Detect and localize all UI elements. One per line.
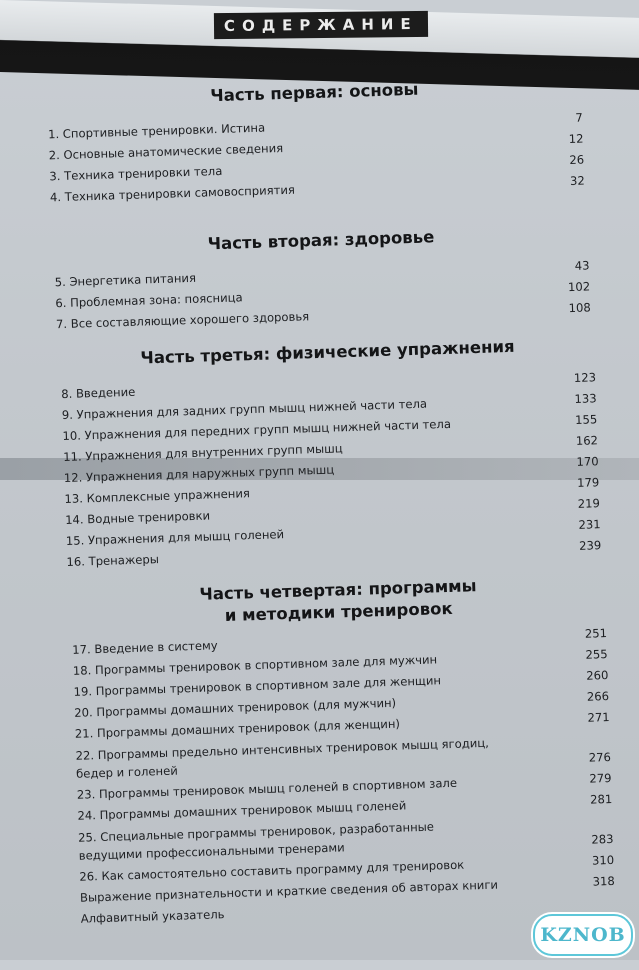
entry-page: 133	[574, 391, 597, 406]
entry-text: 18. Программы тренировок в спортивном зале для мужчин	[72, 652, 438, 678]
page-header-title: СОДЕРЖАНИЕ	[214, 11, 428, 39]
part-title-line-2: и методики тренировок	[224, 598, 453, 626]
entry-text: 9. Упражнения для задних групп мышц нижней части тела	[61, 396, 428, 423]
entry-page: 179	[576, 475, 600, 490]
part-title-line-1: Часть четвертая: программы	[199, 576, 477, 604]
entry-text: 24. Программы домашних тренировок мышц голеней	[77, 798, 407, 823]
entry-text: 16. Тренажеры	[66, 552, 160, 569]
entry-page: 32	[569, 173, 586, 188]
entry-text: 25. Специальные программы тренировок, разработанные ведущими профессиональными тренерами	[77, 819, 435, 863]
entry-page: 12	[568, 131, 584, 147]
part-1	[47, 74, 585, 209]
entry-text: Алфавитный указатель	[80, 907, 225, 926]
entry-page: 283	[591, 831, 614, 847]
part-title: Часть вторая: здоровье	[207, 227, 435, 254]
part-title: Часть первая: основы	[210, 79, 419, 106]
entry-text: 7. Все составляющие хорошего здоровья	[55, 309, 310, 332]
entry-page: 271	[587, 710, 610, 725]
entry-page: 318	[592, 873, 616, 889]
entry-text: Выражение признательности и краткие сведения об авторах книги	[79, 877, 499, 905]
entry-text: 14. Водные тренировки	[64, 508, 211, 528]
entry-text: 6. Проблемная зона: поясница	[55, 290, 243, 311]
entry-page: 310	[591, 852, 615, 868]
entry-page: 43	[574, 258, 590, 273]
entry-page: 251	[584, 626, 608, 641]
entry-text: 23. Программы тренировок мышц голеней в спортивном зале	[76, 775, 458, 802]
entry-text: 11. Упражнения для внутренних групп мышц	[62, 441, 343, 465]
table-of-contents	[0, 70, 639, 970]
entry-page: 266	[586, 689, 610, 704]
entry-text: 17. Введение в систему	[72, 638, 218, 657]
entry-page: 108	[568, 300, 591, 316]
part-2	[53, 221, 591, 335]
entry-page: 281	[589, 791, 613, 807]
entry-page: 279	[589, 770, 612, 786]
entry-page: 162	[575, 433, 599, 448]
part-3	[60, 333, 602, 573]
entry-text: 21. Программы домашних тренировок (для женщин)	[74, 716, 401, 741]
part-4	[70, 571, 615, 930]
watermark-logo: KZNOB	[533, 914, 633, 956]
entry-text: 5. Энергетика питания	[54, 270, 197, 290]
entry-page: 26	[569, 152, 585, 167]
entry-text: 15. Упражнения для мышц голеней	[65, 527, 285, 548]
entry-text: 2. Основные анатомические сведения	[48, 140, 284, 163]
entry-page: 231	[578, 517, 601, 532]
entry-text: 12. Упражнения для наружных групп мышц	[63, 462, 335, 486]
entry-page: 276	[588, 749, 612, 765]
entry-text: 8. Введение	[61, 384, 136, 402]
entry-text: 20. Программы домашних тренировок (для мужчин)	[74, 695, 397, 720]
entry-page: 219	[577, 496, 601, 511]
entry-page: 7	[575, 110, 584, 125]
entry-text: 22. Программы предельно интенсивных тренировок мышц ягодиц, бедер и голеней	[75, 735, 490, 781]
entry-text: 19. Программы тренировок в спортивном зале для женщин	[73, 673, 442, 699]
entry-text: 26. Как самостоятельно составить программу для тренировок	[79, 857, 465, 884]
entry-text: 13. Комплексные упражнения	[64, 486, 251, 507]
part-title: Часть третья: физические упражнения	[140, 336, 515, 368]
entry-page: 123	[573, 370, 597, 385]
entry-page: 102	[567, 279, 591, 295]
entry-text: 4. Техника тренировки самовосприятия	[49, 182, 296, 205]
entry-page: 260	[585, 668, 609, 683]
entry-page: 155	[574, 412, 598, 427]
entry-text: 3. Техника тренировки тела	[49, 163, 223, 184]
entry-page: 255	[585, 647, 608, 662]
entry-text: 1. Спортивные тренировки. Истина	[47, 120, 266, 142]
entry-page: 239	[578, 538, 602, 553]
entry-page: 170	[576, 454, 599, 469]
entry-text: 10. Упражнения для передних групп мышц нижней части тела	[62, 416, 452, 444]
